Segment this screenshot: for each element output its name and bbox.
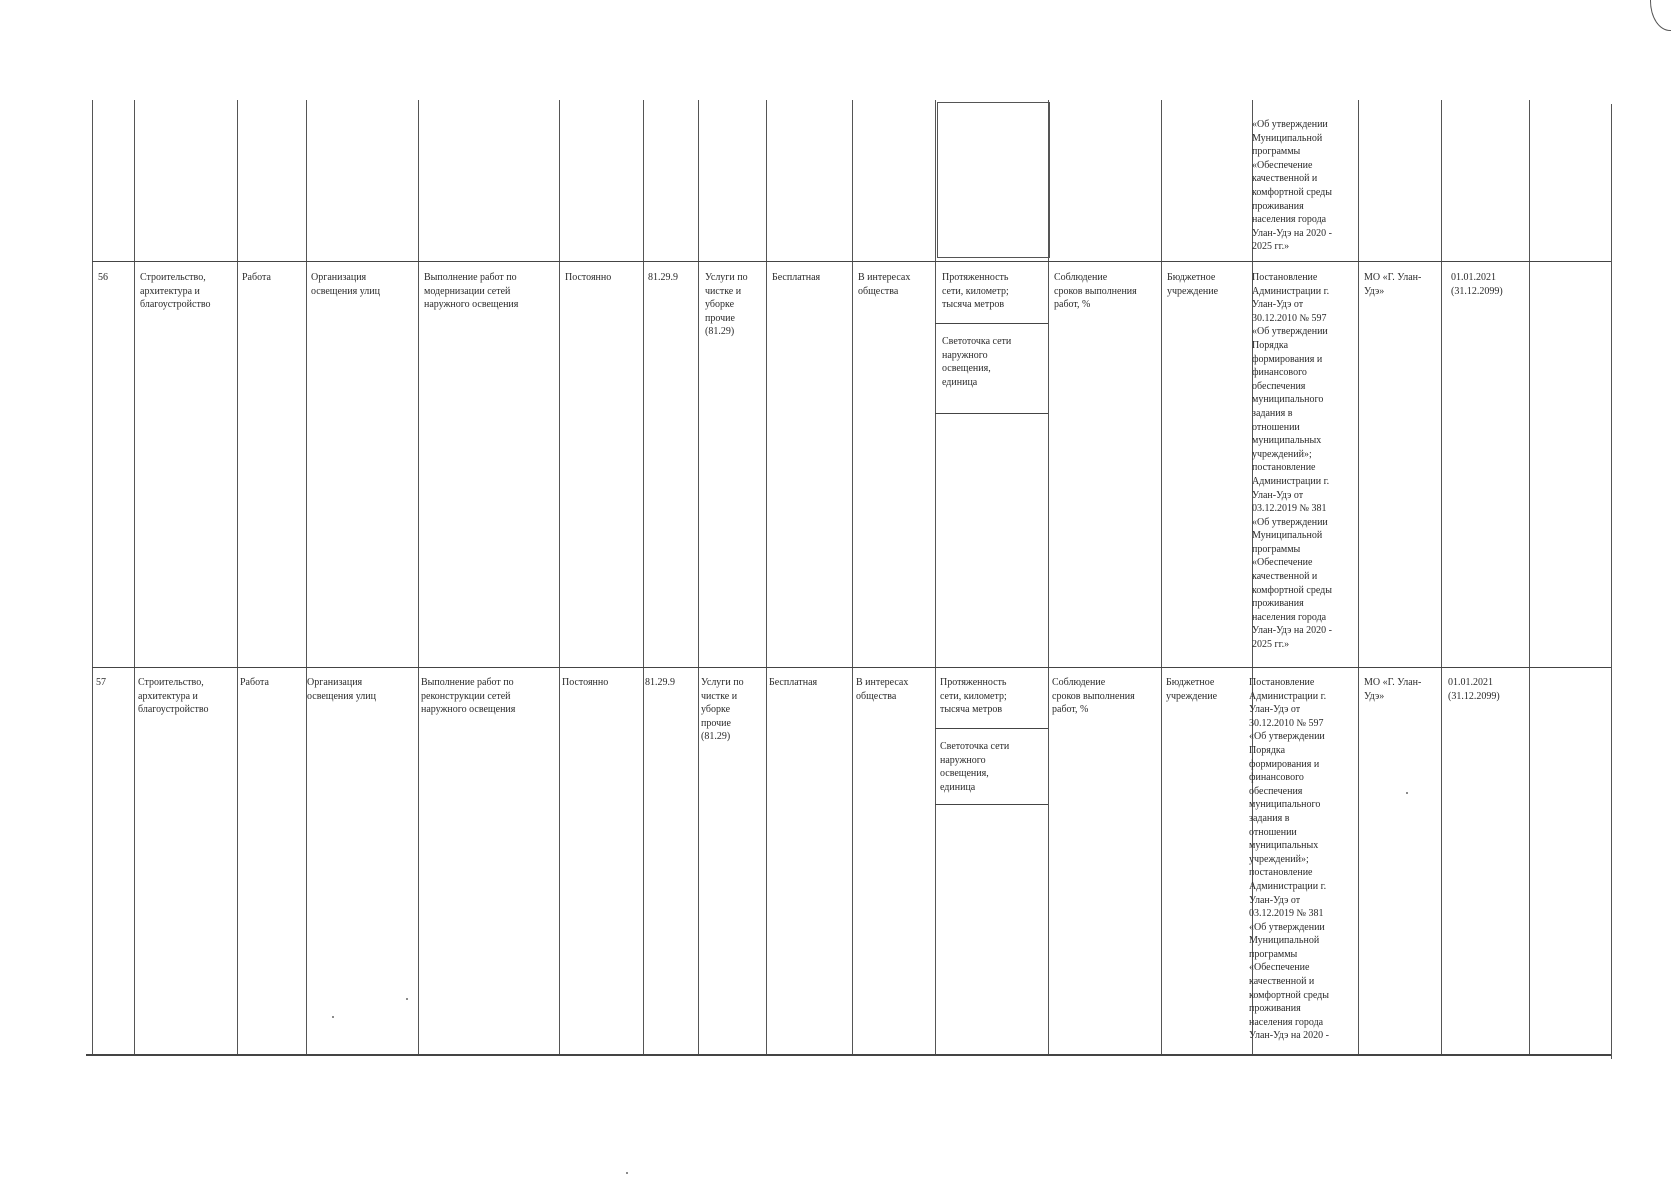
row-57-content: Выполнение работ по реконструкции сетей наружного освещения	[421, 677, 516, 716]
row-56-payment: Бесплатная	[772, 272, 821, 283]
row-56-sphere: Строительство, архитектура и благоустройство	[140, 272, 211, 311]
table-bottom-line	[86, 1054, 1611, 1056]
table-column-line	[418, 100, 419, 1055]
row-57-institution: Бюджетное учреждение	[1166, 677, 1218, 702]
row-57-dates: 01.01.2021 (31.12.2099)	[1448, 677, 1500, 702]
table-column-line	[237, 100, 238, 1055]
table-column-line	[1161, 100, 1162, 1055]
table-column-line	[92, 100, 93, 1055]
scan-speck	[626, 1172, 628, 1174]
row-57-volume-2: Светоточка сети наружного освещения, единица	[940, 741, 1010, 793]
row-57-type: Работа	[240, 677, 269, 688]
row-56-okved-name: Услуги по чистке и уборке прочие (81.29)	[705, 272, 748, 338]
row-57-frequency: Постоянно	[562, 677, 609, 688]
row-56-okved: 81.29.9	[648, 272, 678, 283]
row-56-volume-1: Протяженность сети, километр; тысяча метров	[942, 272, 1009, 311]
scan-speck	[406, 998, 408, 1000]
table-column-line	[643, 100, 644, 1055]
page-corner-curl	[1650, 0, 1671, 31]
row-57-founder: МО «Г. Улан- Удэ»	[1364, 677, 1422, 702]
row-56-name: Организация освещения улиц	[311, 272, 380, 297]
row-56-type: Работа	[242, 272, 271, 283]
row-56-frequency: Постоянно	[565, 272, 612, 283]
row-57-sphere: Строительство, архитектура и благоустройство	[138, 677, 209, 716]
volume-separator-56b	[935, 413, 1048, 414]
row-57-legal-basis: Постановление Администрации г. Улан-Удэ от 30.12.2010 № 597 «Об утверждении Порядка формирования и финансового обеспечения муниципального задания в отношении муниципальных учреждений»; постановление Администрации г. Улан-Удэ от 03.12.2019 № 381 «Об утверждении Муниципальной программы «Обеспечение качественной и комфортной среды проживания населения города Улан-Удэ на 2020 -	[1249, 677, 1329, 1042]
table-column-line	[1441, 100, 1442, 1055]
row-separator-57	[92, 667, 1611, 668]
table-column-line	[698, 100, 699, 1055]
row-56-founder: МО «Г. Улан- Удэ»	[1364, 272, 1422, 297]
table-column-line	[1529, 100, 1530, 1055]
row-57-quality: Соблюдение сроков выполнения работ, %	[1052, 677, 1135, 716]
row-56-quality: Соблюдение сроков выполнения работ, %	[1054, 272, 1137, 311]
row-57-okved: 81.29.9	[645, 677, 675, 688]
row-57-volume-1: Протяженность сети, километр; тысяча метров	[940, 677, 1007, 716]
table-column-line	[306, 100, 307, 1055]
volume-separator-56	[935, 323, 1048, 324]
row-56-dates: 01.01.2021 (31.12.2099)	[1451, 272, 1503, 297]
row-57-name: Организация освещения улиц	[307, 677, 376, 702]
scan-speck	[332, 1016, 334, 1018]
volume-frame-top	[937, 102, 1050, 258]
table-column-line	[559, 100, 560, 1055]
row-56-volume-2: Светоточка сети наружного освещения, единица	[942, 336, 1012, 388]
volume-separator-57	[935, 728, 1048, 729]
table-column-line	[1611, 104, 1612, 1059]
row-separator-56	[92, 261, 1611, 262]
table-column-line	[1358, 100, 1359, 1055]
row-57-interest: В интересах общества	[856, 677, 909, 702]
row-56-legal-basis: Постановление Администрации г. Улан-Удэ от 30.12.2010 № 597 «Об утверждении Порядка формирования и финансового обеспечения муниципального задания в отношении муниципальных учреждений»; постановление Администрации г. Улан-Удэ от 03.12.2019 № 381 «Об утверждении Муниципальной программы «Обеспечение качественной и комфортной среды проживания населения города Улан-Удэ на 2020 - 2025 гг.»	[1252, 272, 1332, 651]
scan-speck	[1406, 792, 1408, 794]
table-column-line	[852, 100, 853, 1055]
volume-separator-57b	[935, 804, 1048, 805]
row-56-interest: В интересах общества	[858, 272, 911, 297]
table-column-line	[134, 100, 135, 1055]
table-column-line	[935, 100, 936, 1055]
row-57-number: 57	[96, 677, 106, 688]
row-56-content: Выполнение работ по модернизации сетей наружного освещения	[424, 272, 519, 311]
row-56-institution: Бюджетное учреждение	[1167, 272, 1219, 297]
row-56-number: 56	[98, 272, 108, 283]
legal-basis-continued: «Об утверждении Муниципальной программы «Обеспечение качественной и комфортной среды проживания населения города Улан-Удэ на 2020 - 2025 гг.»	[1252, 119, 1332, 253]
table-column-line	[766, 100, 767, 1055]
row-57-payment: Бесплатная	[769, 677, 818, 688]
row-57-okved-name: Услуги по чистке и уборке прочие (81.29)	[701, 677, 744, 743]
